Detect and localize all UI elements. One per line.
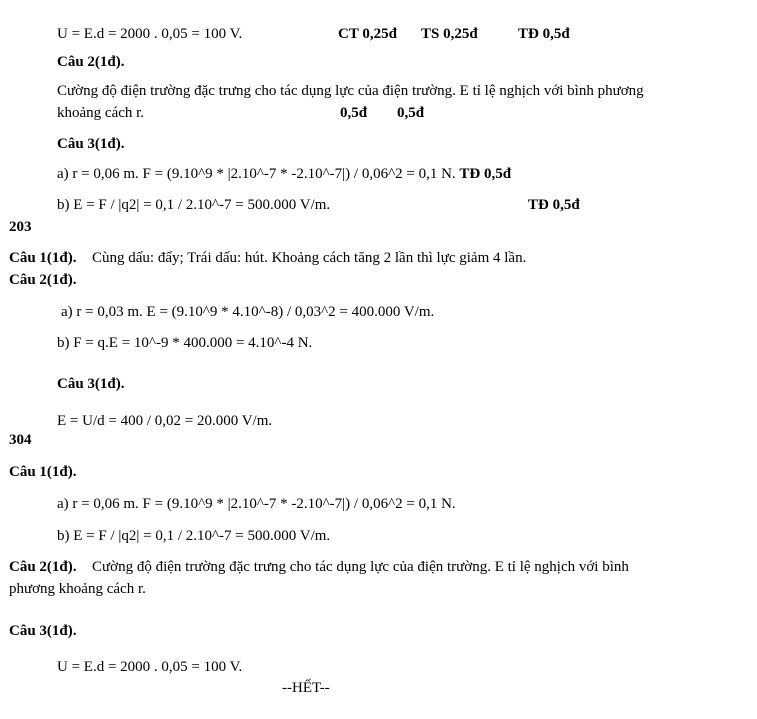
code304-q1-a: a) r = 0,06 m. F = (9.10^9 * |2.10^-7 * -2.10^-7|) / 0,06^2 = 0,1 N. bbox=[57, 496, 456, 512]
code203-q1-text: Cùng dấu: đẩy; Trái dấu: hút. Khoảng cách tăng 2 lần thì lực giảm 4 lần. bbox=[92, 250, 527, 266]
exam-code-304: 304 bbox=[9, 432, 32, 448]
code304-q1-b: b) E = F / |q2| = 0,1 / 2.10^-7 = 500.000 V/m. bbox=[57, 528, 331, 544]
code203-q1-heading: Câu 1(1đ). bbox=[9, 250, 77, 266]
top-q3-a-score: TĐ 0,5đ bbox=[459, 166, 512, 182]
code203-q2-heading: Câu 2(1đ). bbox=[9, 272, 77, 288]
top-q3-b-score: TĐ 0,5đ bbox=[528, 197, 580, 213]
top-formula-line bbox=[57, 25, 242, 43]
code304-q2-text-line2: phương khoảng cách r. bbox=[9, 581, 146, 597]
top-formula-u: U = E.d = 2000 . 0,05 = 100 V. bbox=[57, 26, 243, 42]
code203-q1-line bbox=[9, 249, 526, 267]
top-q3-a: a) r = 0,06 m. F = (9.10^9 * |2.10^-7 * -2.10^-7|) / 0,06^2 = 0,1 N. bbox=[57, 166, 456, 182]
code203-q3-heading: Câu 3(1đ). bbox=[57, 376, 125, 392]
top-q3-a-line bbox=[57, 165, 511, 183]
end-mark: --HẾT-- bbox=[282, 680, 330, 696]
code203-q2-a: a) r = 0,03 m. E = (9.10^9 * 4.10^-8) / 0,03^2 = 400.000 V/m. bbox=[61, 304, 435, 320]
top-q3-b: b) E = F / |q2| = 0,1 / 2.10^-7 = 500.000 V/m. bbox=[57, 197, 331, 213]
exam-code-203: 203 bbox=[9, 219, 32, 235]
code203-q3-text: E = U/d = 400 / 0,02 = 20.000 V/m. bbox=[57, 413, 273, 429]
code203-q2-b: b) F = q.E = 10^-9 * 400.000 = 4.10^-4 N. bbox=[57, 335, 313, 351]
score-td: TĐ 0,5đ bbox=[518, 26, 570, 42]
code304-q2-text-line1: Cường độ điện trường đặc trưng cho tác dụng lực của điện trường. E tỉ lệ nghịch với bình bbox=[92, 559, 629, 575]
code304-q3-heading: Câu 3(1đ). bbox=[9, 623, 77, 639]
code304-q2-line1 bbox=[9, 558, 629, 576]
code304-q1-heading: Câu 1(1đ). bbox=[9, 464, 77, 480]
code304-q2-heading: Câu 2(1đ). bbox=[9, 559, 77, 575]
top-q2-text-line1: Cường độ điện trường đặc trưng cho tác dụng lực của điện trường. E tỉ lệ nghịch với bình phương bbox=[57, 83, 644, 99]
score-ts: TS 0,25đ bbox=[421, 26, 478, 42]
top-q2-score1: 0,5đ bbox=[340, 105, 368, 121]
top-q3-heading: Câu 3(1đ). bbox=[57, 136, 125, 152]
top-q2-heading: Câu 2(1đ). bbox=[57, 54, 125, 70]
top-q2-text-line2: khoảng cách r. bbox=[57, 105, 145, 121]
score-ct: CT 0,25đ bbox=[338, 26, 397, 42]
top-q2-score2: 0,5đ bbox=[397, 105, 425, 121]
code304-q3-text: U = E.d = 2000 . 0,05 = 100 V. bbox=[57, 659, 243, 675]
